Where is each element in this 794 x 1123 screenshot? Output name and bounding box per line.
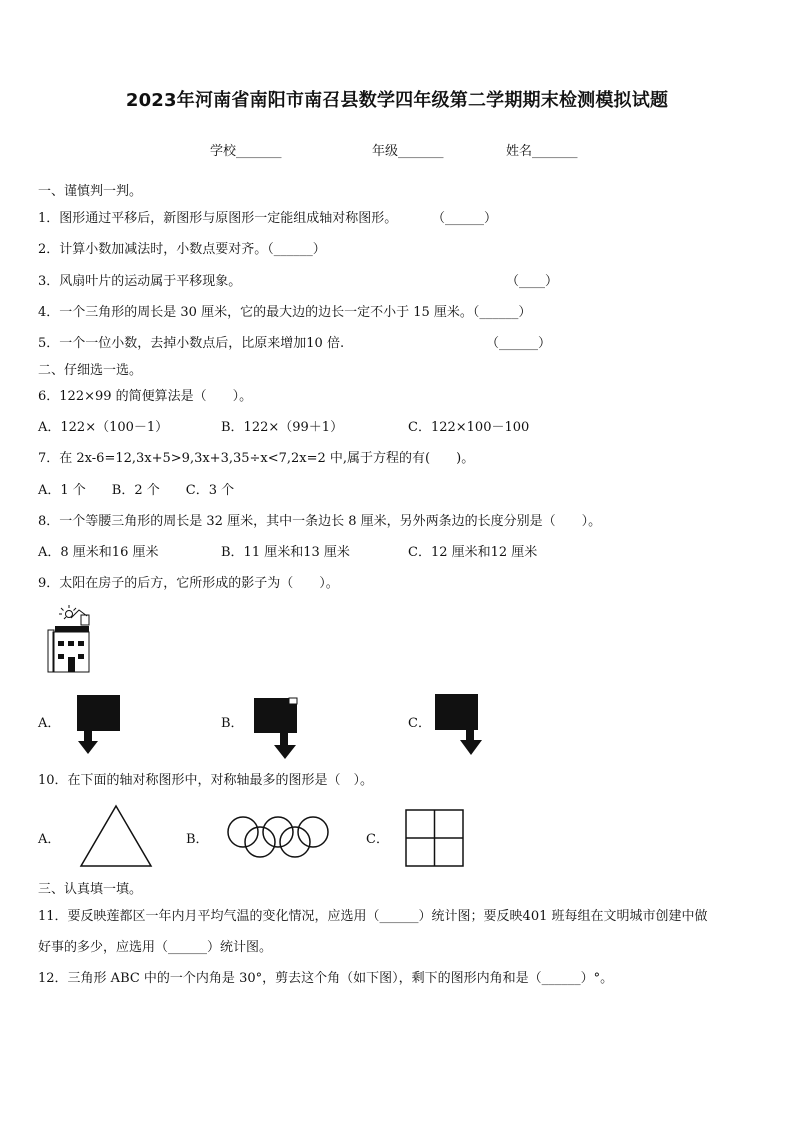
question-9-option-a-label: A． — [38, 716, 61, 731]
section-3-heading: 三、认真填一填。 — [38, 882, 143, 897]
question-1-blank: （______） — [432, 211, 498, 226]
shadow-option-c-figure — [434, 693, 484, 757]
question-9-option-b-label: B． — [221, 716, 244, 731]
section-1-heading: 一、谨慎判一判。 — [38, 184, 143, 199]
question-7: 7．在 2x-6=12,3x+5>9,3x+3,35÷x<7,2x=2 中,属于方程的有( )。 — [38, 451, 475, 466]
shadow-option-b-figure — [252, 697, 300, 761]
question-8-option-a: A．8 厘米和16 厘米 — [38, 545, 159, 560]
triangle-figure — [78, 804, 154, 868]
question-11-line-2: 好事的多少，应选用（______）统计图。 — [38, 940, 273, 955]
question-9: 9．太阳在房子的后方，它所形成的影子为（ ）。 — [38, 576, 339, 591]
question-3-blank: （____） — [506, 274, 559, 289]
page-title: 2023年河南省南阳市南召县数学四年级第二学期期末检测模拟试题 — [125, 90, 669, 111]
question-11-line-1: 11．要反映莲都区一年内月平均气温的变化情况，应选用（______）统计图；要反映401 班每组在文明城市创建中做 — [38, 909, 708, 924]
question-8: 8．一个等腰三角形的周长是 32 厘米，其中一条边长 8 厘米，另外两条边的长度分别是（ ）。 — [38, 514, 602, 529]
question-3: 3．风扇叶片的运动属于平移现象。 — [38, 274, 242, 289]
section-2-heading: 二、仔细选一选。 — [38, 363, 143, 378]
name-field: 姓名_______ — [506, 144, 578, 159]
question-5: 5．一个一位小数，去掉小数点后，比原来增加10 倍. — [38, 336, 345, 351]
house-with-sun-figure — [45, 602, 97, 672]
question-8-option-b: B．11 厘米和13 厘米 — [221, 545, 350, 560]
question-4: 4．一个三角形的周长是 30 厘米，它的最大边的边长一定不小于 15 厘米。（______） — [38, 305, 532, 320]
question-10-option-b-label: B． — [186, 832, 209, 847]
grade-field: 年级_______ — [372, 144, 444, 159]
question-12: 12．三角形 ABC 中的一个内角是 30°，剪去这个角（如下图），剩下的图形内角和是（______）°。 — [38, 971, 614, 986]
school-field: 学校_______ — [210, 144, 282, 159]
square-grid-figure — [404, 808, 466, 868]
question-6-option-b: B．122×（99＋1） — [221, 420, 344, 435]
question-6: 6．122×99 的简便算法是（ ）。 — [38, 389, 253, 404]
question-2: 2．计算小数加减法时，小数点要对齐。（______） — [38, 242, 326, 257]
question-9-option-c-label: C． — [408, 716, 431, 731]
shadow-option-a-figure — [76, 694, 122, 756]
question-10-option-c-label: C． — [366, 832, 389, 847]
question-5-blank: （______） — [486, 336, 552, 351]
question-10: 10．在下面的轴对称图形中，对称轴最多的图形是（ ）。 — [38, 773, 374, 788]
question-8-option-c: C．12 厘米和12 厘米 — [408, 545, 538, 560]
question-6-option-a: A．122×（100－1） — [38, 420, 169, 435]
question-10-option-a-label: A． — [38, 832, 61, 847]
question-7-options: A．1 个 B．2 个 C．3 个 — [38, 483, 235, 498]
question-1: 1．图形通过平移后，新图形与原图形一定能组成轴对称图形。 — [38, 211, 398, 226]
olympic-rings-figure — [226, 814, 330, 860]
question-6-option-c: C．122×100－100 — [408, 420, 530, 435]
